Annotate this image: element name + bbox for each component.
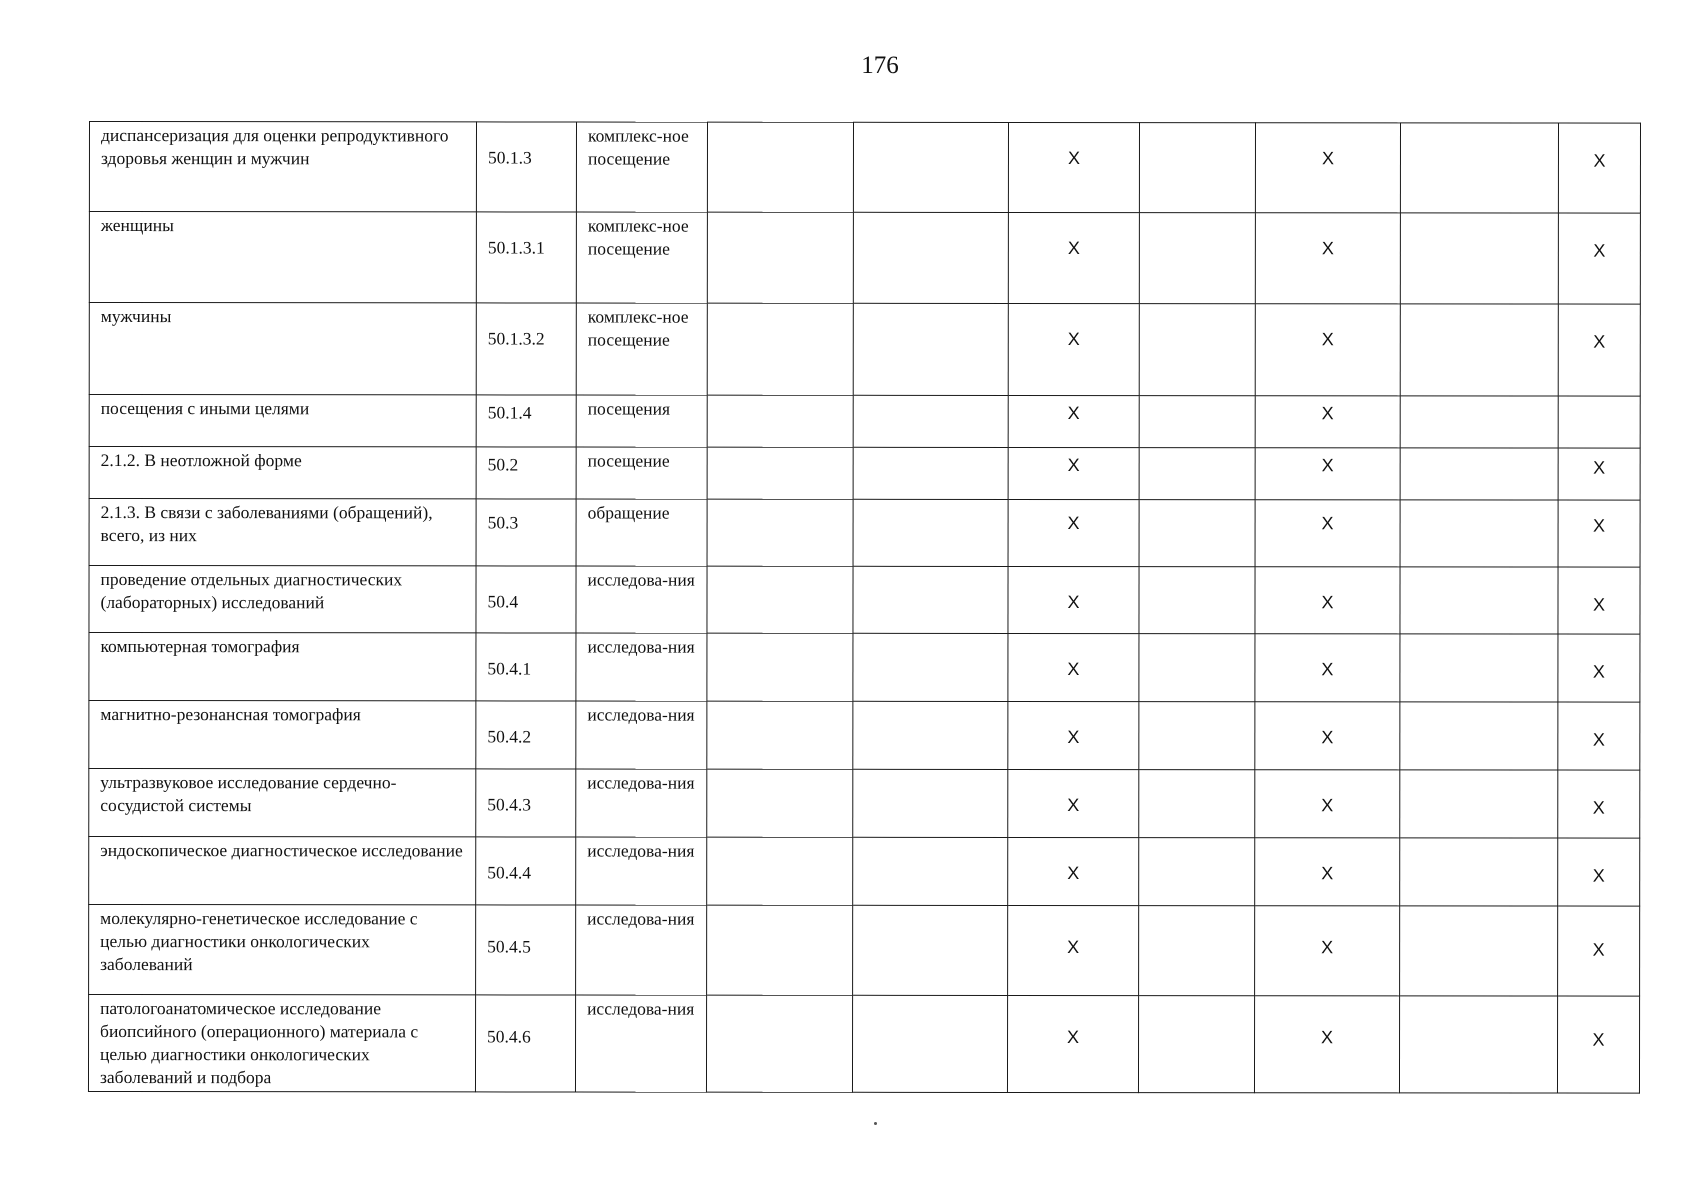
cell-col6: X	[1008, 212, 1139, 303]
cell-col7	[1139, 838, 1255, 906]
table-row	[89, 303, 1640, 397]
cell-col7	[1138, 996, 1254, 1093]
cell-col6: X	[1008, 566, 1139, 633]
cell-unit: посещения	[576, 395, 707, 447]
cell-col4	[707, 701, 853, 769]
cell-col8: X	[1255, 906, 1400, 996]
page-number: 176	[861, 52, 899, 79]
cell-name: 2.1.2. В неотложной форме	[89, 447, 476, 499]
cell-col9	[1400, 838, 1558, 906]
cell-name: диспансеризация для оценки репродуктивного здоровья женщин и мужчин	[89, 122, 476, 212]
cell-unit: исследова-ния	[575, 995, 706, 1092]
cell-col7	[1139, 123, 1255, 213]
cell-col4	[707, 122, 853, 212]
cell-code: 50.1.3.2	[476, 303, 576, 395]
cell-col8: X	[1255, 396, 1400, 448]
table-row	[89, 701, 1640, 771]
cell-col9	[1400, 448, 1558, 500]
cell-col10: X	[1558, 213, 1640, 304]
cell-unit: исследова-ния	[576, 566, 707, 633]
cell-col4	[706, 995, 852, 1092]
cell-col6: X	[1008, 395, 1139, 447]
cell-col4	[707, 905, 853, 995]
cell-col6: X	[1008, 837, 1139, 905]
cell-name: магнитно-резонансная томография	[89, 701, 476, 769]
cell-col6: X	[1008, 905, 1139, 995]
cell-col4	[707, 395, 853, 447]
cell-code: 50.4.1	[476, 633, 576, 701]
cell-name: ультразвуковое исследование сердечно-сосудистой системы	[89, 769, 476, 837]
cell-name: проведение отдельных диагностических (лабораторных) исследований	[89, 566, 476, 633]
cell-col9	[1399, 996, 1557, 1093]
cell-unit: комплекс-ное посещение	[576, 212, 707, 303]
cell-col10: X	[1558, 448, 1640, 500]
cell-code: 50.4.4	[476, 837, 576, 905]
cell-col10: X	[1558, 906, 1640, 996]
cell-col5	[853, 837, 1008, 905]
cell-unit: исследова-ния	[576, 837, 707, 905]
cell-col6: X	[1008, 769, 1139, 837]
cell-col5	[853, 212, 1008, 303]
cell-col10: X	[1558, 304, 1640, 396]
table-row	[89, 566, 1640, 635]
table-row	[89, 395, 1640, 449]
cell-col4	[707, 769, 853, 837]
cell-col6: X	[1008, 122, 1139, 212]
cell-col10: X	[1558, 702, 1640, 770]
cell-col5	[853, 905, 1008, 995]
cell-col4	[707, 212, 853, 303]
cell-name: молекулярно-генетическое исследование с целью диагностики онкологических заболеваний	[89, 905, 476, 995]
cell-col5	[853, 701, 1008, 769]
cell-col5	[853, 122, 1008, 212]
cell-col8: X	[1255, 567, 1400, 634]
cell-col7	[1139, 906, 1255, 996]
cell-col8: X	[1255, 770, 1400, 838]
cell-col10: X	[1558, 123, 1640, 213]
cell-col7	[1139, 448, 1255, 500]
cell-col9	[1400, 123, 1558, 213]
cell-name: женщины	[89, 212, 476, 303]
cell-col9	[1400, 567, 1558, 634]
cell-code: 50.4.6	[475, 995, 575, 1092]
cell-col4	[707, 499, 853, 566]
cell-code: 50.4.5	[476, 905, 576, 995]
table-row	[89, 499, 1640, 568]
cell-col7	[1139, 567, 1255, 634]
cell-col7	[1139, 213, 1255, 304]
cell-name: эндоскопическое диагностическое исследование	[89, 837, 476, 905]
cell-code: 50.2	[476, 447, 576, 499]
cell-col9	[1400, 396, 1558, 448]
cell-col9	[1400, 304, 1558, 396]
cell-col4	[707, 566, 853, 633]
table-row	[89, 905, 1640, 997]
cell-col7	[1139, 770, 1255, 838]
cell-unit: исследова-ния	[576, 905, 707, 995]
table-row	[89, 122, 1640, 214]
cell-code: 50.3	[476, 499, 576, 566]
cell-col9	[1400, 906, 1558, 996]
cell-col5	[853, 395, 1008, 447]
cell-col5	[853, 566, 1008, 633]
table-row	[89, 212, 1640, 305]
cell-col9	[1400, 634, 1558, 702]
cell-name: патологоанатомическое исследование биопсийного (операционного) материала с целью диагностики онкологических заболеваний и подбора	[88, 995, 475, 1092]
cell-col7	[1139, 702, 1255, 770]
table-body	[88, 122, 1640, 1094]
cell-col9	[1400, 702, 1558, 770]
cell-col8: X	[1255, 213, 1400, 304]
cell-col10: X	[1558, 770, 1640, 838]
cell-col10: X	[1558, 567, 1640, 634]
scan-speck	[874, 1122, 877, 1125]
cell-code: 50.4	[476, 566, 576, 633]
table-row	[89, 447, 1640, 501]
cell-col7	[1139, 304, 1255, 396]
cell-unit: комплекс-ное посещение	[576, 122, 707, 212]
cell-unit: исследова-ния	[576, 701, 707, 769]
cell-col9	[1400, 213, 1558, 304]
cell-col4	[707, 633, 853, 701]
cell-col9	[1400, 770, 1558, 838]
cell-col5	[853, 499, 1008, 566]
cell-col5	[852, 995, 1007, 1092]
table-row	[89, 633, 1640, 703]
cell-col6: X	[1007, 995, 1138, 1092]
cell-col10: X	[1558, 500, 1640, 567]
cell-col8: X	[1255, 634, 1400, 702]
cell-col5	[853, 769, 1008, 837]
cell-code: 50.1.3.1	[476, 212, 576, 303]
data-table	[88, 121, 1641, 1094]
cell-unit: исследова-ния	[576, 633, 707, 701]
table-row	[89, 837, 1640, 907]
cell-col5	[853, 447, 1008, 499]
cell-col6: X	[1008, 633, 1139, 701]
cell-col7	[1139, 500, 1255, 567]
cell-col8: X	[1255, 304, 1400, 396]
cell-col4	[707, 447, 853, 499]
cell-col8: X	[1255, 838, 1400, 906]
cell-name: посещения с иными целями	[89, 395, 476, 447]
cell-col4	[707, 837, 853, 905]
cell-name: 2.1.3. В связи с заболеваниями (обращений), всего, из них	[89, 499, 476, 566]
cell-col10: X	[1557, 996, 1639, 1093]
cell-name: компьютерная томография	[89, 633, 476, 701]
cell-col8: X	[1255, 702, 1400, 770]
cell-col8: X	[1255, 123, 1400, 213]
cell-col10: X	[1558, 838, 1640, 906]
table-row	[89, 769, 1640, 839]
cell-col4	[707, 303, 853, 395]
table-row	[88, 995, 1639, 1094]
cell-col10	[1558, 396, 1640, 448]
cell-col5	[853, 633, 1008, 701]
cell-col7	[1139, 396, 1255, 448]
cell-code: 50.1.3	[476, 122, 576, 212]
cell-col5	[853, 303, 1008, 395]
cell-col6: X	[1008, 303, 1139, 395]
cell-col7	[1139, 634, 1255, 702]
cell-col6: X	[1008, 499, 1139, 566]
cell-unit: обращение	[576, 499, 707, 566]
cell-name: мужчины	[89, 303, 476, 395]
cell-col6: X	[1008, 701, 1139, 769]
cell-col8: X	[1254, 996, 1399, 1093]
cell-unit: исследова-ния	[576, 769, 707, 837]
cell-code: 50.4.2	[476, 701, 576, 769]
cell-code: 50.4.3	[476, 769, 576, 837]
cell-col10: X	[1558, 634, 1640, 702]
cell-col8: X	[1255, 448, 1400, 500]
cell-code: 50.1.4	[476, 395, 576, 447]
cell-col6: X	[1008, 447, 1139, 499]
cell-unit: комплекс-ное посещение	[576, 303, 707, 395]
cell-col9	[1400, 500, 1558, 567]
cell-unit: посещение	[576, 447, 707, 499]
cell-col8: X	[1255, 500, 1400, 567]
